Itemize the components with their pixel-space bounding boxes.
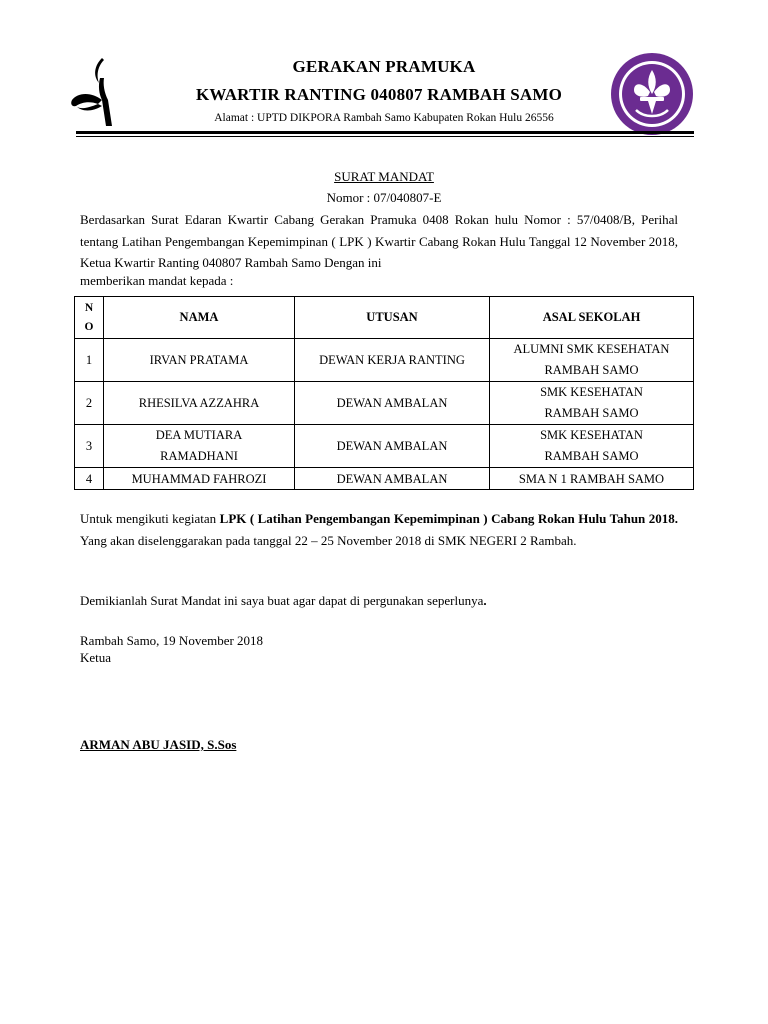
org-name: GERAKAN PRAMUKA [292, 57, 476, 76]
signatory-position: Ketua [80, 650, 112, 665]
cell-no: 2 [75, 382, 104, 425]
intro-last-line: memberikan mandat kepada : [80, 273, 234, 288]
cell-nama: IRVAN PRATAMA [104, 339, 295, 382]
header-utusan: UTUSAN [295, 297, 490, 339]
cell-asal-line2: RAMBAH SAMO [544, 449, 639, 463]
cell-utusan: DEWAN AMBALAN [295, 382, 490, 425]
purpose-event-name: LPK ( Latihan Pengembangan Kepemimpinan ) Cabang Rokan Hulu Tahun 2018. [219, 511, 678, 526]
cell-utusan: DEWAN AMBALAN [295, 425, 490, 468]
cell-asal-line1: SMK KESEHATAN [540, 428, 643, 442]
table-row [75, 339, 694, 382]
header-nama: NAMA [104, 297, 295, 339]
cell-nama-line2: RAMADHANI [160, 449, 238, 463]
table-header-row [75, 297, 694, 339]
cell-nama: RHESILVA AZZAHRA [104, 382, 295, 425]
cell-nama [104, 425, 295, 468]
cell-no: 4 [75, 468, 104, 490]
place-date: Rambah Samo, 19 November 2018 [80, 633, 264, 648]
cell-asal: SMA N 1 RAMBAH SAMO [490, 468, 694, 490]
cell-no: 1 [75, 339, 104, 382]
document-title: SURAT MANDAT [334, 169, 434, 184]
branch-name: KWARTIR RANTING 040807 RAMBAH SAMO [195, 85, 563, 104]
header-no [75, 297, 104, 339]
address: Alamat : UPTD DIKPORA Rambah Samo Kabupaten Rokan Hulu 26556 [214, 112, 554, 124]
cell-utusan: DEWAN KERJA RANTING [295, 339, 490, 382]
cell-utusan: DEWAN AMBALAN [295, 468, 490, 490]
header-rule-thick [76, 131, 694, 134]
delegates-table [74, 296, 694, 490]
intro-paragraph: Berdasarkan Surat Edaran Kwartir Cabang Gerakan Pramuka 0408 Rokan hulu Nomor : 57/0408/B, Perihal tentang Latihan Pengembangan Kepemimpinan ( LPK ) Kwartir Cabang Rokan Hulu Tanggal 12 November 2018, Ketua Kwartir Ranting 040807 Rambah Samo Dengan ini [80, 212, 678, 270]
cell-no: 3 [75, 425, 104, 468]
header-asal-sekolah: ASAL SEKOLAH [490, 297, 694, 339]
world-scout-emblem-icon [610, 52, 694, 136]
cell-asal [490, 339, 694, 382]
signatory-name: ARMAN ABU JASID, S.Sos [80, 737, 237, 752]
document-number: Nomor : 07/040807-E [326, 190, 442, 205]
table-row [75, 425, 694, 468]
purpose-suffix: Yang akan diselenggarakan pada tanggal 22 – 25 November 2018 di SMK NEGERI 2 Rambah. [80, 532, 577, 548]
cell-nama: MUHAMMAD FAHROZI [104, 468, 295, 490]
purpose-paragraph [80, 508, 678, 551]
cell-nama-line1: DEA MUTIARA [155, 428, 243, 442]
cell-asal [490, 382, 694, 425]
header-no-line2: O [84, 320, 94, 333]
purpose-prefix: Untuk mengikuti kegiatan [80, 511, 220, 526]
table-row [75, 382, 694, 425]
closing-sentence [80, 593, 487, 609]
table-row [75, 468, 694, 490]
cell-asal-line1: SMK KESEHATAN [540, 385, 643, 399]
header-rule-thin [76, 136, 694, 137]
closing-period: . [483, 593, 487, 608]
cell-asal [490, 425, 694, 468]
cell-asal-line1: ALUMNI SMK KESEHATAN [513, 342, 670, 356]
header-no-line1: N [84, 301, 94, 314]
cell-asal-line2: RAMBAH SAMO [544, 406, 639, 420]
closing-text: Demikianlah Surat Mandat ini saya buat agar dapat di pergunakan seperlunya [80, 593, 484, 608]
cell-asal-line2: RAMBAH SAMO [544, 363, 639, 377]
